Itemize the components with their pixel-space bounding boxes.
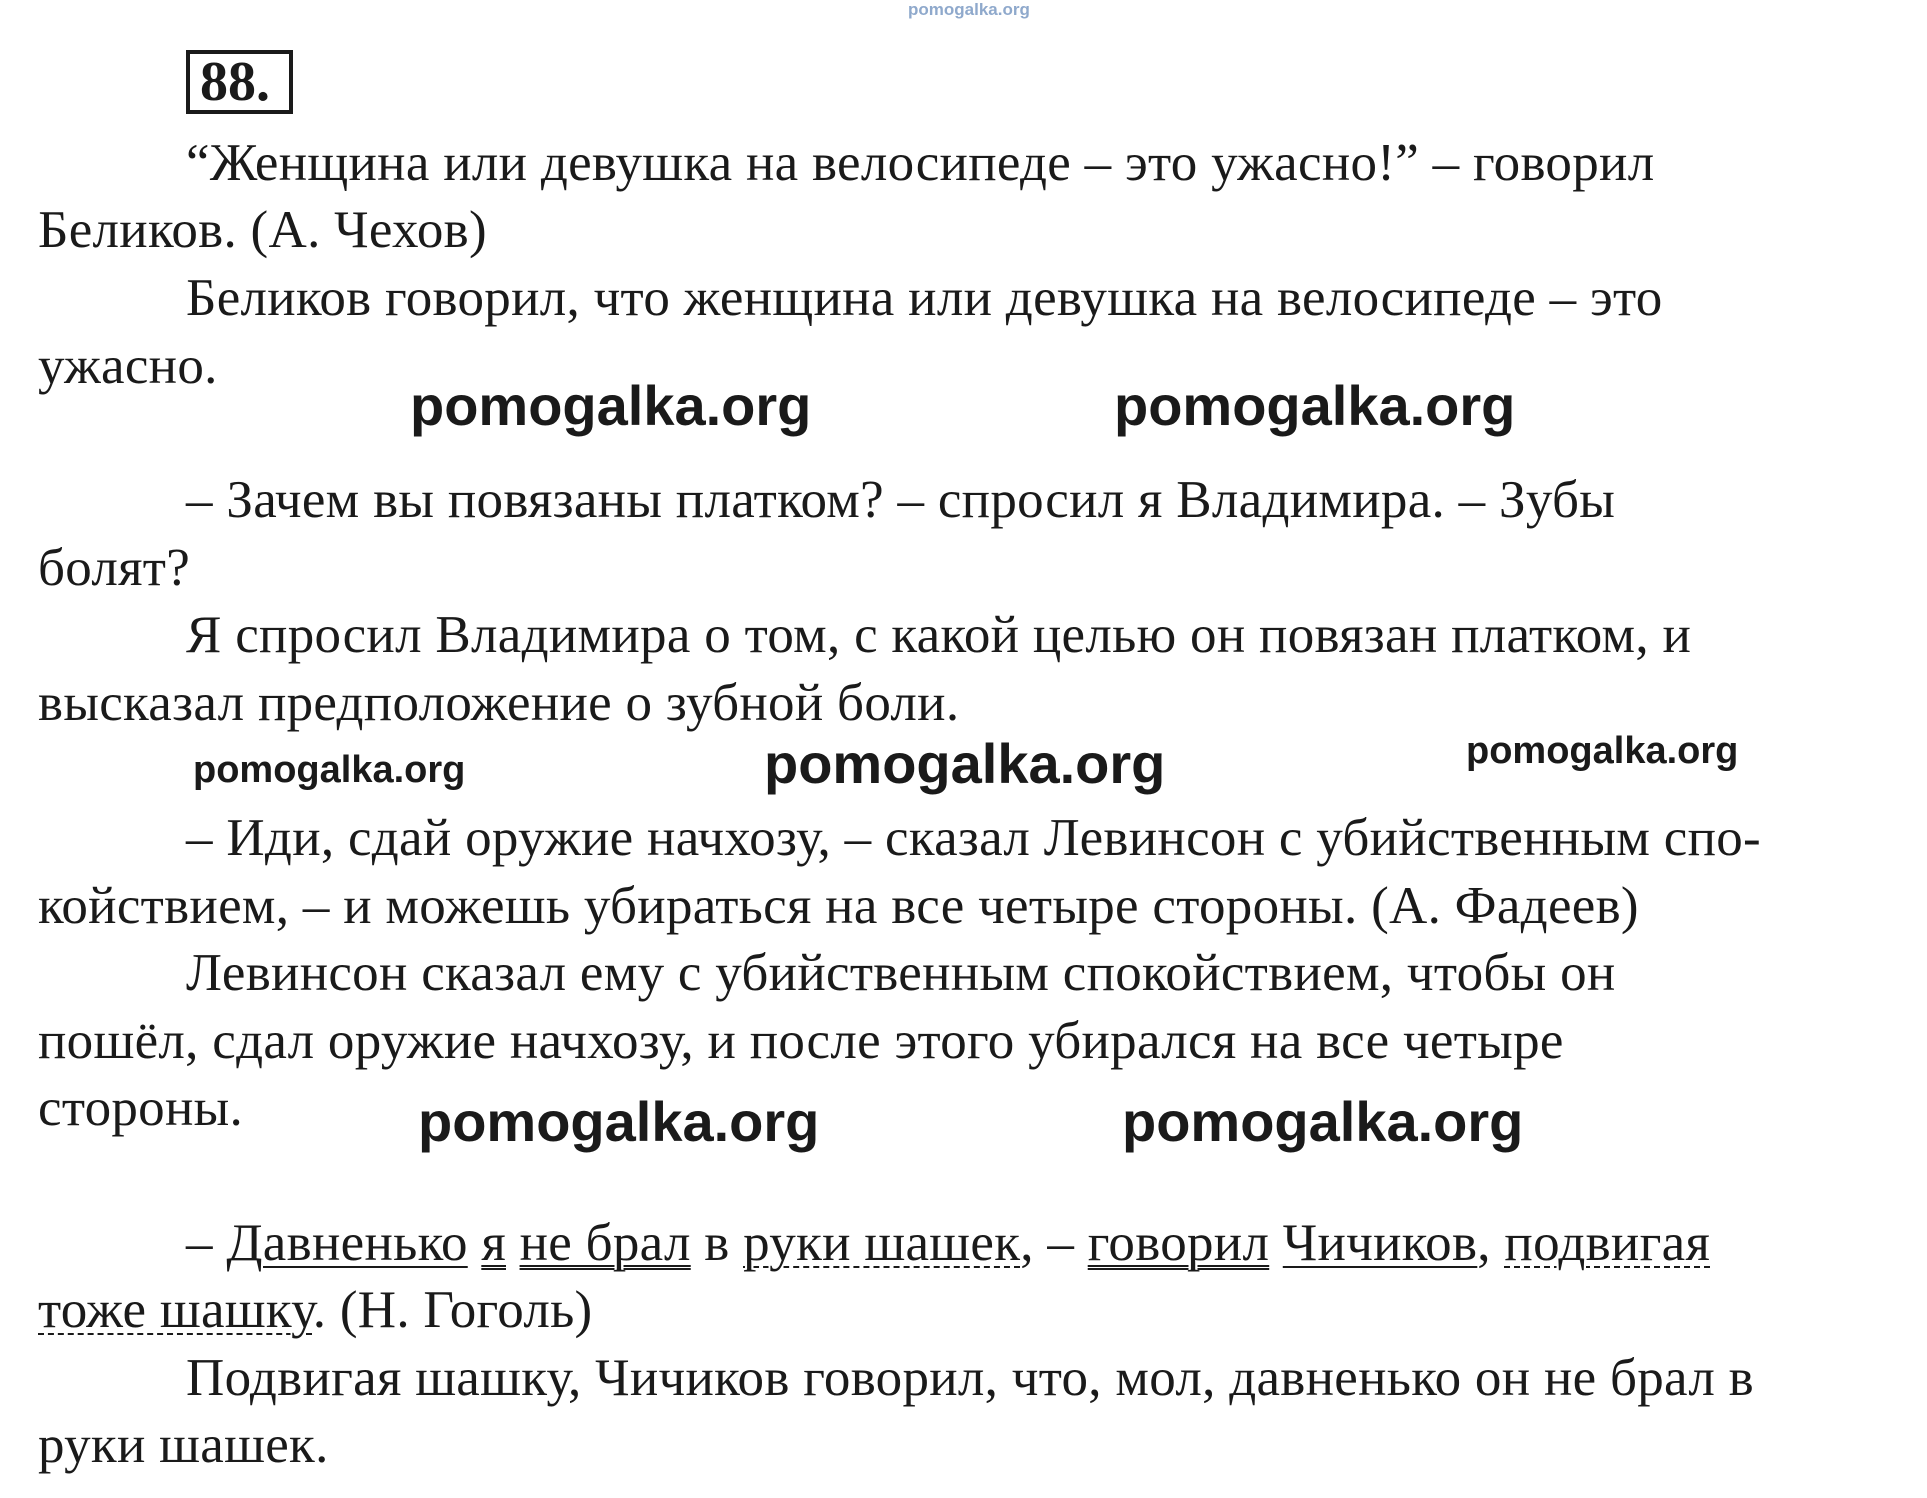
participle-phrase: тоже шашку <box>38 1281 313 1339</box>
subject-word: я <box>481 1214 506 1272</box>
text-line: Левинсон сказал ему с убийственным спокойствием, чтобы он <box>186 944 1616 1002</box>
top-watermark: pomogalka.org <box>908 0 1030 19</box>
text-line: – Иди, сдай оружие начхозу, – сказал Левинсон с убийственным спо- <box>186 809 1761 867</box>
text-line: койствием, – и можешь убираться на все четыре стороны. (А. Фадеев) <box>38 877 1639 935</box>
text-line: “Женщина или девушка на велосипеде – это ужасно!” – говорил <box>186 134 1655 192</box>
predicate-word: не брал <box>519 1214 691 1272</box>
text-line: Беликов говорил, что женщина или девушка на велосипеде – это <box>186 269 1663 327</box>
text-line: ужасно. <box>38 337 218 395</box>
watermark: pomogalka.org <box>418 1090 820 1153</box>
text-line: высказал предположение о зубной боли. <box>38 674 960 732</box>
plain-word: в <box>704 1214 730 1272</box>
watermark: pomogalka.org <box>1114 374 1516 437</box>
punctuation: , – <box>1020 1214 1088 1272</box>
text-line: стороны. <box>38 1079 244 1137</box>
object-word: руки шашек <box>743 1214 1021 1272</box>
text-line: руки шашек. <box>38 1416 329 1474</box>
watermark: pomogalka.org <box>1122 1090 1524 1153</box>
watermark: pomogalka.org <box>764 732 1166 795</box>
watermark: pomogalka.org <box>1466 730 1739 772</box>
text-line: болят? <box>38 539 191 597</box>
text-line: пошёл, сдал оружие начхозу, и после этого убирался на все четыре <box>38 1012 1564 1070</box>
text-line: Подвигая шашку, Чичиков говорил, что, мол, давненько он не брал в <box>186 1349 1754 1407</box>
dash: – <box>186 1214 227 1272</box>
gogol-quote-line <box>186 1213 1710 1273</box>
watermark: pomogalka.org <box>193 749 466 791</box>
gogol-quote-line-2 <box>38 1280 593 1340</box>
underlined-word: Давненько <box>226 1214 468 1272</box>
author: (Н. Гоголь) <box>339 1281 593 1339</box>
exercise-number: 88. <box>186 50 293 114</box>
subject-word: Чичиков <box>1282 1214 1478 1272</box>
text-line: – Зачем вы повязаны платком? – спросил я Владимира. – Зубы <box>186 471 1616 529</box>
text-line: Я спросил Владимира о том, с какой целью он повязан платком, и <box>186 606 1692 664</box>
text-line: Беликов. (А. Чехов) <box>38 201 487 259</box>
watermark: pomogalka.org <box>410 374 812 437</box>
punctuation: . <box>312 1281 327 1339</box>
participle-word: подвигая <box>1504 1214 1711 1272</box>
predicate-word: говорил <box>1087 1214 1270 1272</box>
punctuation: , <box>1477 1214 1505 1272</box>
